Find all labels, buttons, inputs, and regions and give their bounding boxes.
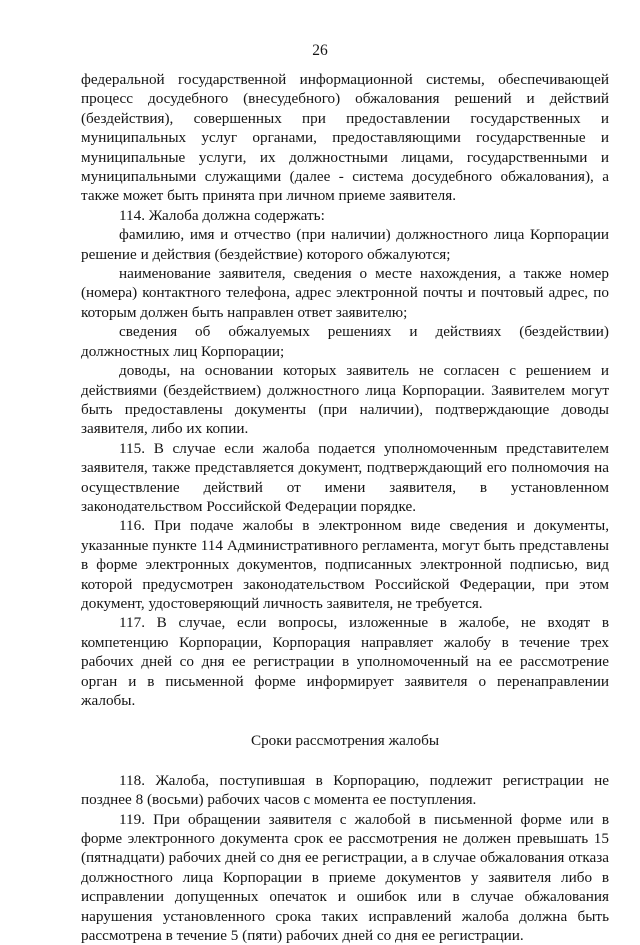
list-item-arguments: доводы, на основании которых заявитель не согласен с решением и действиями (бездействием) должностного лица Корпорации. Заявителем могут быть предоставлены документы (при наличии), подтверждающие доводы заявителя, либо их копии.: [81, 362, 609, 438]
paragraph-continuation: федеральной государственной информационной системы, обеспечивающей процесс досудебного (внесудебного) обжалования решений и действий (бездействия), совершенных при предоставлении государственных и муниципальных услуг органами, предоставляющими государственные и муниципальные услуги, их должностными лицами, государственными и муниципальными служащими (далее - система досудебного обжалования), а также может быть принята при личном приеме заявителя.: [81, 71, 609, 205]
paragraph-119: 119. При обращении заявителя с жалобой в письменной форме или в форме электронного документа срок ее рассмотрения не должен превышать 15 (пятнадцати) рабочих дней со дня ее регистрации, а в случае обжалования отказа должностного лица Корпорации в приеме документов у заявителя либо в исправлении допущенных опечаток и ошибок или в случае обжалования нарушения установленного срока таких исправлений жалоба должна быть рассмотрена в течение 5 (пяти) рабочих дней со дня ее регистрации.: [81, 810, 609, 945]
document-body: [81, 70, 609, 945]
page-number: 26: [312, 42, 328, 59]
paragraph-115: 115. В случае если жалоба подается уполномоченным представителем заявителя, также представляется документ, подтверждающий его полномочия на осуществление действий от имени заявителя, в установленном законодательством Российской Федерации порядке.: [81, 439, 609, 515]
paragraph-118: 118. Жалоба, поступившая в Корпорацию, подлежит регистрации не позднее 8 (восьми) рабочих часов с момента ее поступления.: [81, 771, 609, 809]
paragraph-117: 117. В случае, если вопросы, изложенные в жалобе, не входят в компетенцию Корпорации, Корпорация направляет жалобу в течение трех рабочих дней со дня ее регистрации в уполномоченный на ее рассмотрение орган и в письменной форме информирует заявителя о перенаправлении жалобы.: [81, 614, 609, 709]
list-item-fio: фамилию, имя и отчество (при наличии) должностного лица Корпорации решение и действия (бездействие) которого обжалуются;: [81, 226, 609, 263]
section-heading: Сроки рассмотрения жалобы: [250, 732, 440, 750]
paragraph-116: 116. При подаче жалобы в электронном виде сведения и документы, указанные пункте 114 Административного регламента, могут быть представлены в форме электронных документов, подписанных электронной подписью, вид которой предусмотрен законодательством Российской Федерации, при этом документ, удостоверяющий личность заявителя, не требуется.: [81, 517, 609, 612]
list-item-applicant: наименование заявителя, сведения о месте нахождения, а также номер (номера) контактного телефона, адрес электронной почты и почтовый адрес, по которым должен быть направлен ответ заявителю;: [81, 265, 609, 321]
paragraph-114: 114. Жалоба должна содержать:: [119, 206, 325, 224]
list-item-decisions: сведения об обжалуемых решениях и действиях (бездействии) должностных лиц Корпорации;: [81, 323, 609, 360]
